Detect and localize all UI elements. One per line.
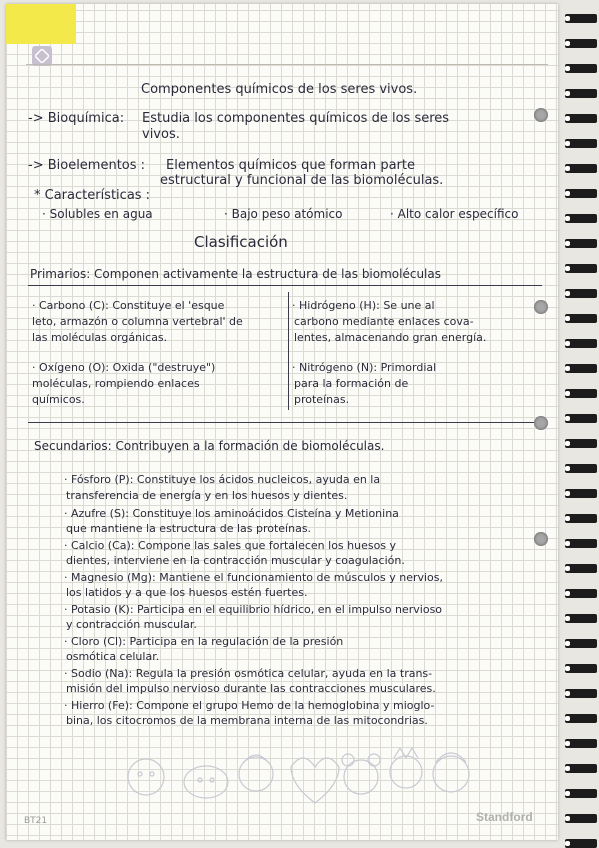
spiral-ring [565,389,597,398]
nitrogen-line: para la formación de [294,377,409,390]
spiral-ring [565,664,597,673]
characteristic-item: · Bajo peso atómico [224,207,343,221]
spiral-binding [563,0,597,848]
character-doodles [116,732,476,812]
spiral-ring [565,714,597,723]
brand-name: Standford [476,810,533,824]
carbon-line: leto, armazón o columna vertebral' de [32,315,243,328]
definition-term-bioquimica: -> Bioquímica: [28,111,125,126]
characteristics-heading: * Características : [34,188,151,203]
spiral-ring [565,39,597,48]
secondary-magnesio: · Magnesio (Mg): Mantiene el funcionamiento de músculos y nervios, [64,571,444,584]
spiral-ring [565,164,597,173]
hydrogen-line: · Hidrógeno (H): Se une al [292,299,435,312]
secondary-hierro: · Hierro (Fe): Compone el grupo Hemo de la hemoglobina y mioglo- [64,699,435,712]
notebook-page [6,4,558,840]
characteristic-item: · Solubles en agua [42,207,153,221]
spiral-ring [565,339,597,348]
hydrogen-line: lentes, almacenando gran energía. [294,331,487,344]
secondary-potasio: · Potasio (K): Participa en el equilibrio hídrico, en el impulso nervioso [64,603,443,616]
brand-logo-icon [32,46,52,66]
characteristic-item: · Alto calor específico [390,207,519,221]
spiral-ring [565,289,597,298]
spiral-ring [565,364,597,373]
spiral-ring [565,564,597,573]
nitrogen-line: · Nitrógeno (N): Primordial [292,361,437,374]
spiral-ring [565,614,597,623]
oxygen-line: moléculas, rompiendo enlaces [32,377,200,390]
secondary-sodio-2: misión del impulso nervioso durante las contracciones musculares. [66,682,436,695]
spiral-ring [565,139,597,148]
hydrogen-line: carbono mediante enlaces cova- [294,315,474,328]
spiral-ring [565,64,597,73]
footer-code: BT21 [24,816,48,826]
secondary-calcio: · Calcio (Ca): Compone las sales que fortalecen los huesos y [64,539,397,552]
binder-hole [534,300,548,314]
carbon-line: · Carbono (C): Constituye el 'esque [32,299,225,312]
sticky-note [6,4,76,44]
secondary-calcio-2: dientes, interviene en la contracción muscular y coagulación. [66,554,405,567]
nitrogen-line: proteínas. [294,393,350,406]
page-title: Componentes químicos de los seres vivos. [141,82,418,97]
secondary-fosforo: · Fósforo (P): Constituye los ácidos nucleicos, ayuda en la [64,473,381,486]
binder-hole [534,108,548,122]
primaries-heading: Primarios: Componen activamente la estructura de las biomoléculas [30,267,441,281]
definition-text-bioquimica-2: vivos. [142,127,180,142]
spiral-ring [565,264,597,273]
classification-heading: Clasificación [194,233,288,251]
spiral-ring [565,789,597,798]
oxygen-line: químicos. [32,393,85,406]
spiral-ring [565,314,597,323]
secondary-azufre-2: que mantiene la estructura de las proteínas. [66,522,312,535]
secondary-potasio-2: y contracción muscular. [66,618,197,631]
primaries-divider [28,285,542,286]
spiral-ring [565,814,597,823]
primaries-column-divider [288,292,289,410]
definition-text-bioelementos: Elementos químicos que forman parte [166,158,415,173]
spiral-ring [565,689,597,698]
secondary-cloro-2: osmótica celular. [66,650,160,663]
binder-hole [534,416,548,430]
secondaries-divider [28,422,542,423]
secondary-hierro-2: bina, los citocromos de la membrana interna de las mitocondrias. [66,714,428,727]
spiral-ring [565,464,597,473]
spiral-ring [565,589,597,598]
spiral-ring [565,839,597,848]
spiral-ring [565,489,597,498]
spiral-ring [565,239,597,248]
secondary-sodio: · Sodio (Na): Regula la presión osmótica celular, ayuda en la trans- [64,667,433,680]
spiral-ring [565,214,597,223]
spiral-ring [565,14,597,23]
spiral-ring [565,514,597,523]
secondary-magnesio-2: los latidos y a que los huesos estén fuertes. [66,586,308,599]
header-line [26,64,548,65]
definition-text-bioelementos-2: estructural y funcional de las biomoléculas. [160,173,444,188]
definition-term-bioelementos: -> Bioelementos : [28,158,146,173]
spiral-ring [565,764,597,773]
spiral-ring [565,414,597,423]
oxygen-line: · Oxígeno (O): Oxida ("destruye") [32,361,216,374]
carbon-line: las moléculas orgánicas. [32,331,168,344]
secondaries-heading: Secundarios: Contribuyen a la formación de biomoléculas. [34,439,385,453]
secondary-fosforo-2: transferencia de energía y en los huesos y dientes. [66,489,348,502]
spiral-ring [565,539,597,548]
secondary-cloro: · Cloro (Cl): Participa en la regulación de la presión [64,635,344,648]
spiral-ring [565,189,597,198]
binder-hole [534,532,548,546]
spiral-ring [565,89,597,98]
secondary-azufre: · Azufre (S): Constituye los aminoácidos Cisteína y Metionina [64,507,399,520]
spiral-ring [565,639,597,648]
definition-text-bioquimica: Estudia los componentes químicos de los seres [142,111,450,126]
spiral-ring [565,114,597,123]
spiral-ring [565,439,597,448]
spiral-ring [565,739,597,748]
